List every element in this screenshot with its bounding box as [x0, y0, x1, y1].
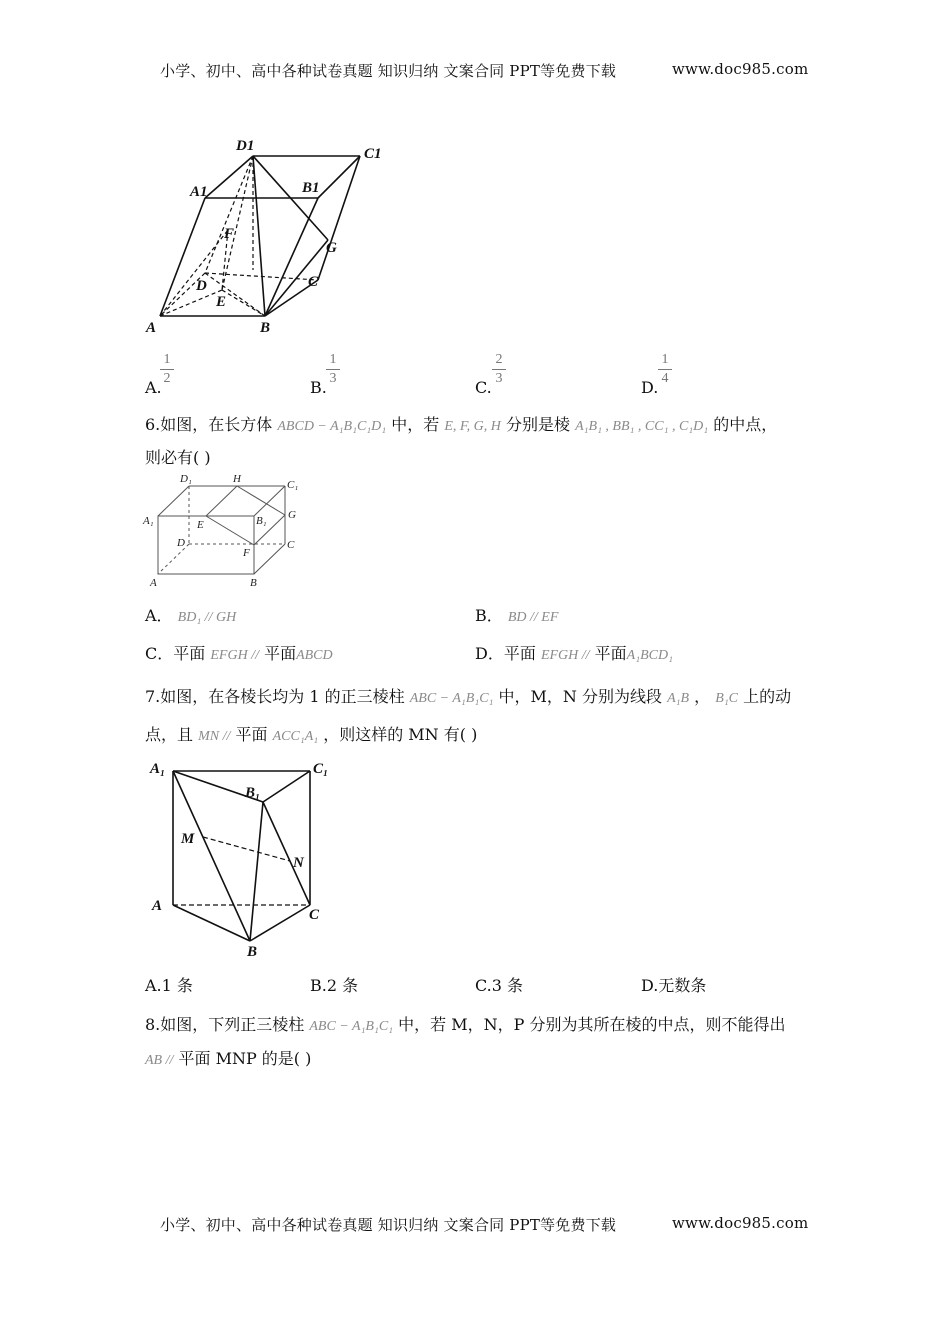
fig5-label-D1: D1 [236, 138, 255, 154]
q5-option-d-fraction [658, 352, 672, 387]
q6-option-a-math: BD₁ // GH [177, 610, 237, 625]
fig7-label-M: M [181, 831, 195, 847]
q6-option-c[interactable] [145, 641, 333, 664]
q7-text-1: 7.如图，在各棱长均为 1 的正三棱柱 [145, 687, 405, 706]
fig5-label-A: A [146, 320, 157, 336]
frac-den: 2 [163, 371, 171, 386]
q7-text-5: 点，且 [145, 725, 194, 744]
fig6-label-C: C [287, 539, 295, 551]
fig6-label-C1: C₁ [287, 479, 299, 491]
fig6-label-D1: D₁ [180, 473, 192, 485]
fig7-label-C: C [309, 907, 320, 923]
q8-text-1: 8.如图，下列正三棱柱 [145, 1015, 305, 1034]
q6-stem-line1 [145, 412, 777, 435]
fig6-label-E: E [197, 519, 204, 531]
q7-text-6: 平面 [235, 725, 268, 744]
q5-option-b-fraction [326, 352, 340, 387]
q5-option-c-letter: C. [475, 378, 492, 397]
q5-option-c[interactable] [475, 378, 492, 397]
q6-option-d-mid: 平面 [594, 644, 627, 663]
frac-num: 2 [495, 352, 503, 367]
fig6-label-B1: B₁ [256, 515, 267, 527]
fig7-label-B1: B₁ [245, 785, 261, 801]
q6-option-d-letter: D． [475, 644, 504, 663]
q6-math-1: ABCD − A₁B₁C₁D₁ [277, 419, 387, 434]
q6-option-b[interactable] [475, 603, 558, 626]
q8-math-1: ABC − A₁B₁C₁ [309, 1019, 394, 1034]
frac-den: 3 [495, 371, 503, 386]
q6-option-d-math: EFGH // [540, 648, 590, 663]
q6-option-d-pre: 平面 [503, 644, 536, 663]
q5-option-a-fraction [160, 352, 174, 387]
q6-option-c-letter: C． [145, 644, 174, 663]
q6-math-2: E, F, G, H [444, 419, 501, 434]
frac-num: 1 [329, 352, 337, 367]
fig5-label-A1: A1 [190, 184, 208, 200]
q6-stem-line2: 则必有( ) [145, 448, 211, 467]
q7-math-2: A₁B [667, 691, 690, 706]
q6-option-c-math2: ABCD [296, 648, 333, 663]
q5-option-d-letter: D. [641, 378, 659, 397]
q5-option-b[interactable] [310, 378, 327, 397]
fig6-label-D: D [177, 537, 185, 549]
q8-stem-line2 [145, 1046, 311, 1069]
q6-option-d-math2: A₁BCD₁ [626, 648, 673, 663]
q7-stem-line2 [145, 722, 477, 745]
q7-math-5: ACC₁A₁ [272, 729, 319, 744]
q6-option-a[interactable] [145, 603, 236, 626]
q7-text-2: 中，M，N 分别为线段 [498, 687, 662, 706]
q6-text-1: 6.如图，在长方体 [145, 415, 273, 434]
fig6-label-A1: A₁ [143, 515, 154, 527]
fig5-label-B: B [260, 320, 271, 336]
q6-option-b-math: BD // EF [507, 610, 559, 625]
q6-text-3: 分别是棱 [505, 415, 570, 434]
q8-text-3: 平面 MNP 的是( ) [178, 1049, 312, 1068]
q7-option-d[interactable]: D.无数条 [641, 976, 707, 995]
q7-option-c[interactable]: C.3 条 [475, 976, 524, 995]
q7-math-4: MN // [198, 729, 231, 744]
fig6-label-H: H [233, 473, 241, 485]
q6-text-4: 的中点， [713, 415, 778, 434]
fig5-label-E: E [216, 294, 227, 310]
q7-stem-line1 [145, 684, 791, 707]
q7-text-7: ，则这样的 MN 有( ) [323, 725, 478, 744]
q7-math-3: B₁C [715, 691, 739, 706]
q6-option-d[interactable] [475, 641, 673, 664]
fig7-label-C1: C₁ [313, 761, 329, 777]
header-banner: 小学、初中、高中各种试卷真题 知识归纳 文案合同 PPT等免费下载 [160, 62, 617, 80]
q6-option-b-letter: B． [475, 606, 503, 625]
q6-option-c-pre: 平面 [173, 644, 206, 663]
q6-math-3: A₁B₁ , BB₁ , CC₁ , C₁D₁ [575, 419, 709, 434]
fig6-label-B: B [250, 577, 257, 589]
footer-site-link[interactable]: www.doc985.com [672, 1214, 809, 1232]
q8-math-2: AB // [145, 1053, 174, 1068]
q6-option-a-letter: A． [145, 606, 173, 625]
fig7-label-A: A [152, 898, 163, 914]
header-site-link[interactable]: www.doc985.com [672, 60, 809, 78]
figure-q7-prism [145, 755, 345, 960]
figure-q5-parallelepiped [140, 130, 400, 345]
footer-banner: 小学、初中、高中各种试卷真题 知识归纳 文案合同 PPT等免费下载 [160, 1216, 617, 1234]
q8-stem-line1 [145, 1012, 785, 1035]
q5-option-c-fraction [492, 352, 506, 387]
fig5-label-D: D [196, 278, 207, 294]
frac-num: 1 [661, 352, 669, 367]
fig7-label-B: B [247, 944, 258, 960]
q5-option-a-letter: A. [145, 378, 162, 397]
fig5-label-B1: B1 [302, 180, 320, 196]
fig6-label-G: G [288, 509, 296, 521]
frac-den: 4 [661, 371, 669, 386]
q7-option-b[interactable]: B.2 条 [310, 976, 359, 995]
q7-option-a[interactable]: A.1 条 [145, 976, 193, 995]
q8-text-2: 中，若 M，N，P 分别为其所在棱的中点，则不能得出 [398, 1015, 786, 1034]
q6-option-c-mid: 平面 [264, 644, 297, 663]
fig7-label-A1: A₁ [150, 761, 166, 777]
q6-option-c-math: EFGH // [210, 648, 259, 663]
frac-den: 3 [329, 371, 337, 386]
fig6-label-A: A [150, 577, 157, 589]
frac-num: 1 [163, 352, 171, 367]
fig6-label-F: F [243, 547, 250, 559]
fig5-label-C1: C1 [364, 146, 382, 162]
q7-math-1: ABC − A₁B₁C₁ [409, 691, 494, 706]
figure-q6-cuboid [140, 470, 310, 590]
fig5-label-G: G [326, 240, 337, 256]
fig5-label-C: C [308, 274, 319, 290]
fig5-label-F: F [224, 226, 235, 242]
q7-text-3: ， [694, 687, 711, 706]
q5-option-b-letter: B. [310, 378, 327, 397]
q5-option-d[interactable] [641, 378, 658, 397]
fig7-label-N: N [293, 855, 304, 871]
q7-text-4: 上的动 [743, 687, 792, 706]
q6-text-2: 中，若 [391, 415, 440, 434]
